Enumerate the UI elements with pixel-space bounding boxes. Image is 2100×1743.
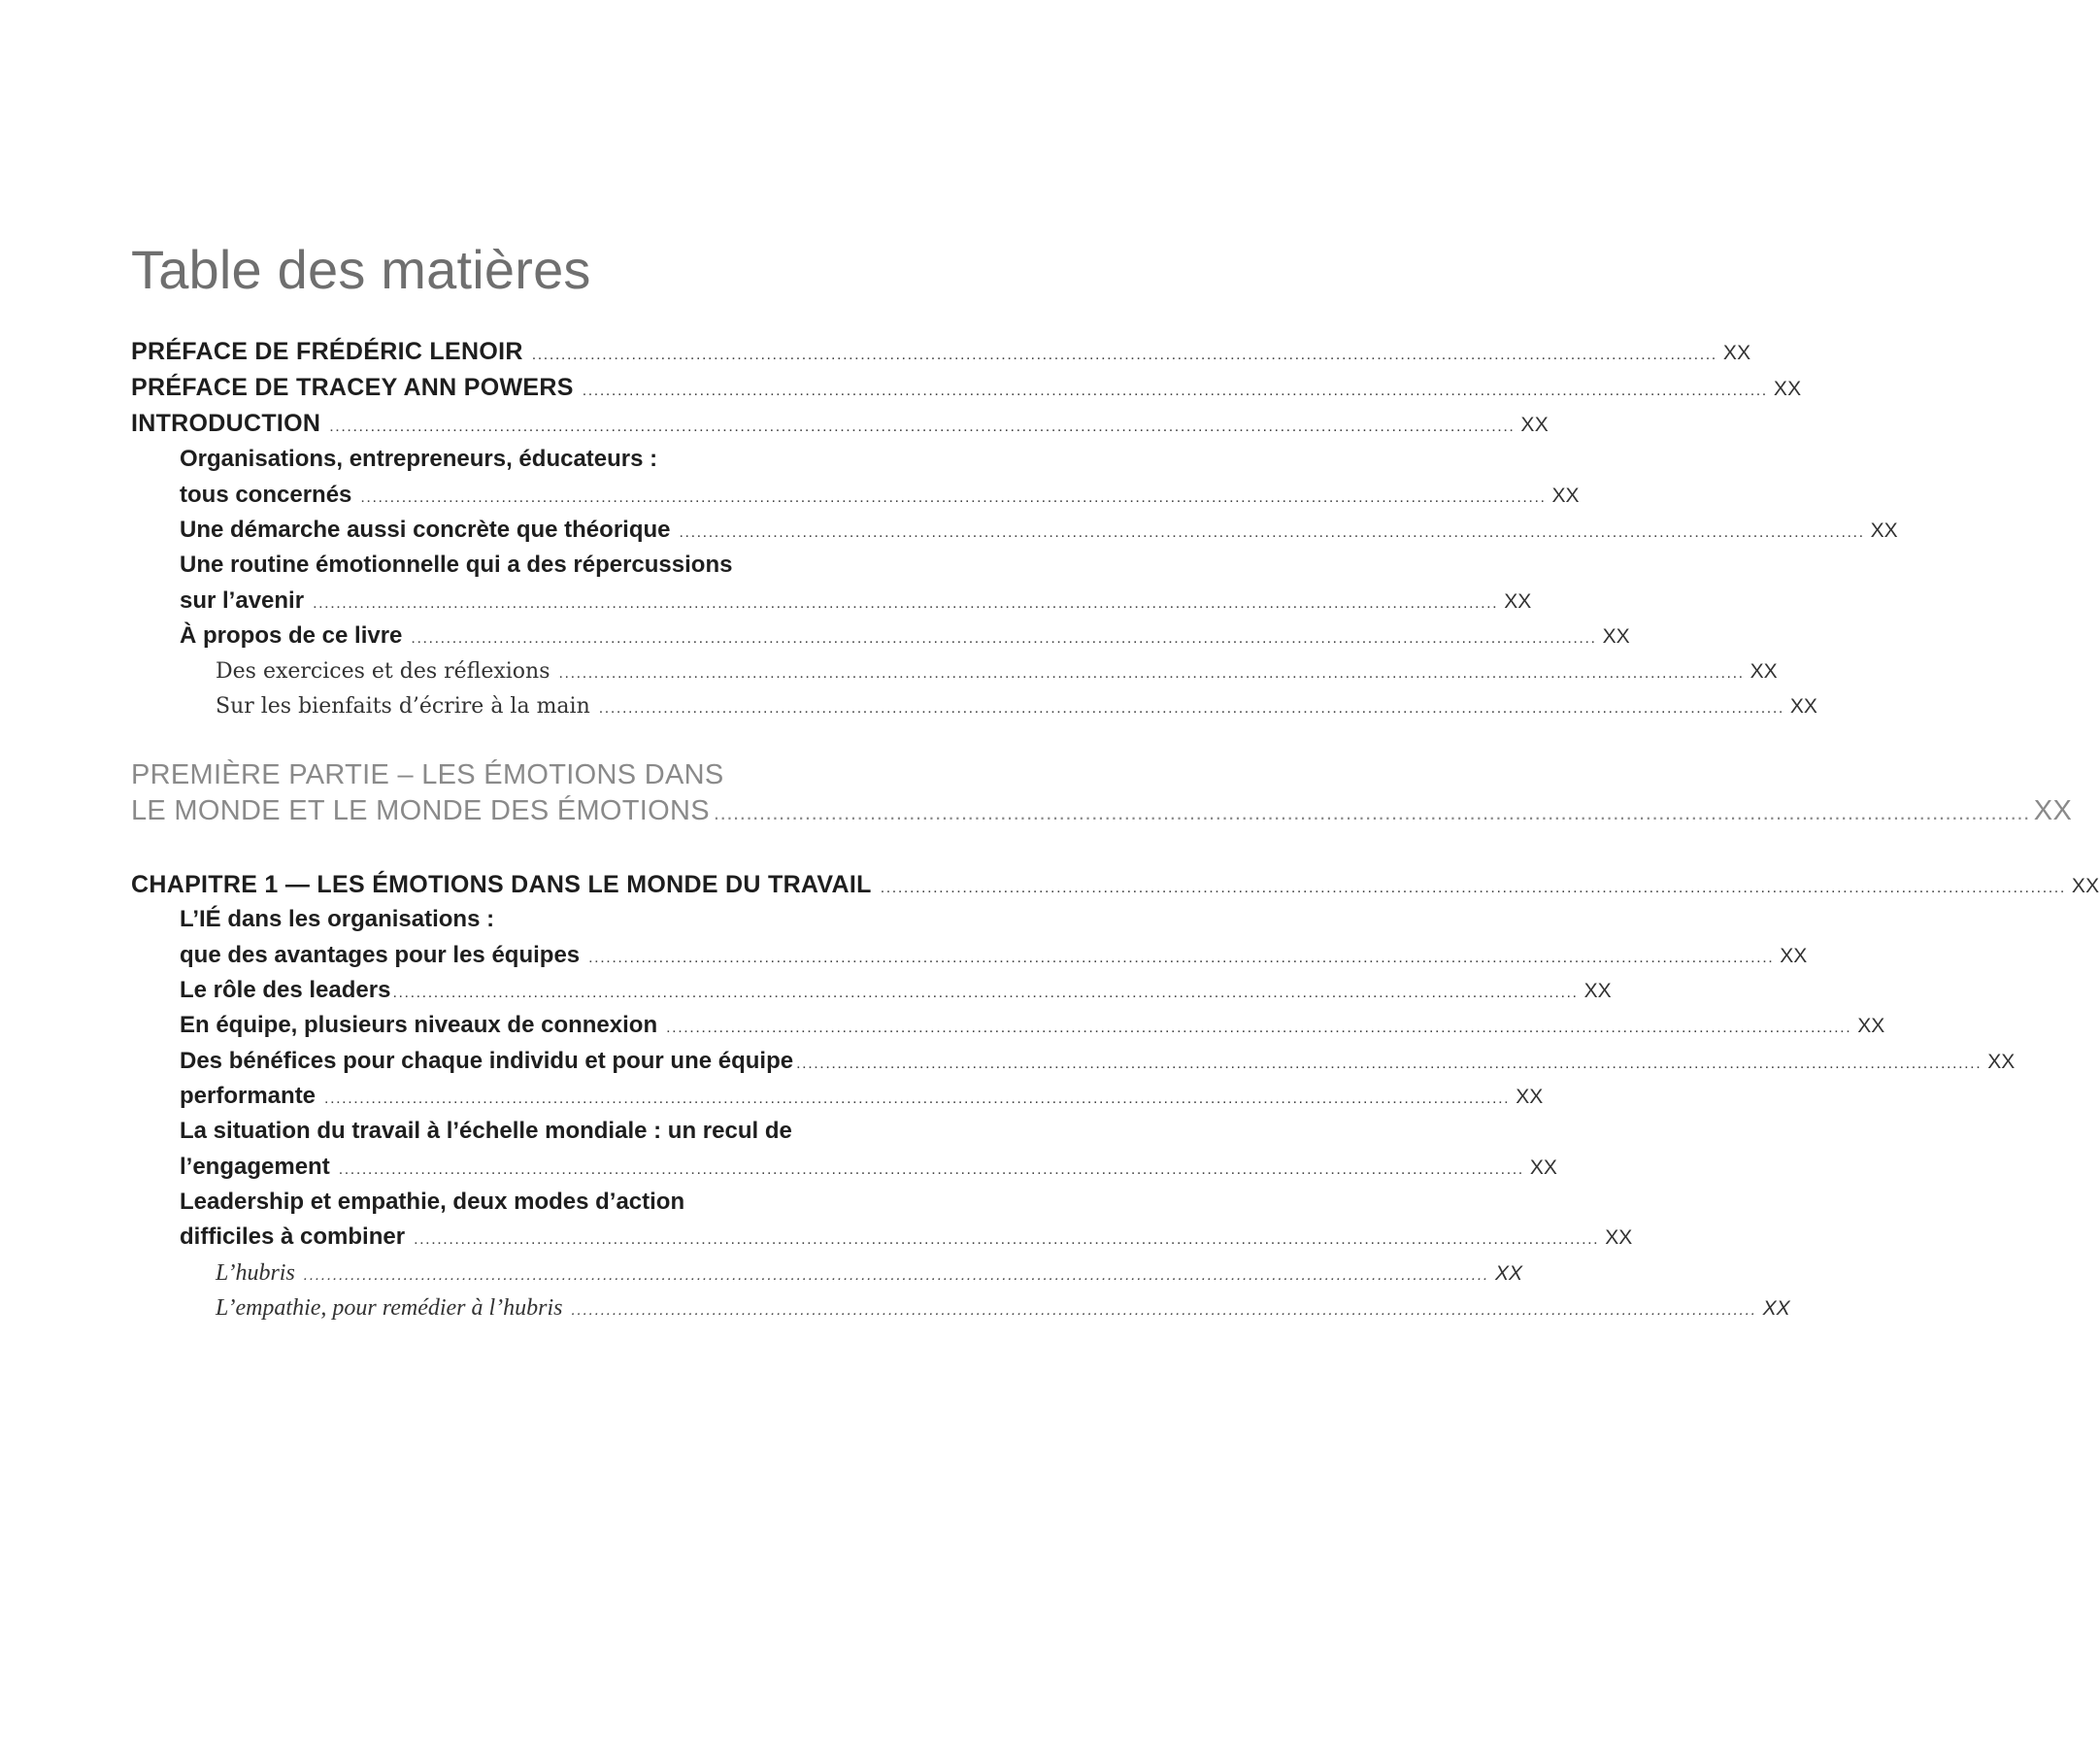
toc-entry-label: L’empathie, pour remédier à l’hubris — [216, 1295, 563, 1321]
dot-leader: .......................................................................................................................................................................................................... — [303, 1267, 1489, 1284]
toc-page-number: XX — [1780, 945, 1808, 967]
toc-entry-line1[interactable]: La situation du travail à l’échelle mondiale : un recul de — [180, 1118, 792, 1144]
toc-entry-exercices[interactable] — [216, 656, 1778, 687]
toc-page-number: XX — [1857, 1015, 1885, 1037]
toc-page-number: XX — [1520, 414, 1550, 436]
toc-entry-label: Sur les bienfaits d’écrire à la main — [216, 694, 590, 719]
toc-entry-label: Le rôle des leaders — [180, 977, 391, 1003]
toc-entry-label: CHAPITRE 1 — LES ÉMOTIONS DANS LE MONDE DU TRAVAIL — [131, 871, 872, 898]
toc-entry-a-propos[interactable] — [180, 620, 1630, 652]
dot-leader: .......................................................................................................................................................................................................... — [338, 1161, 1524, 1178]
toc-entry-label: sur l’avenir — [180, 587, 305, 614]
toc-entry-preface-powers[interactable] — [131, 372, 1802, 403]
toc-page-number: XX — [1773, 378, 1802, 400]
dot-leader: .......................................................................................................................................................................................................... — [360, 489, 1547, 506]
toc-page-number: XX — [1516, 1086, 1544, 1108]
toc-entry-line1[interactable]: Leadership et empathie, deux modes d’action — [180, 1189, 685, 1215]
toc-entry-label: L’hubris — [216, 1260, 295, 1286]
toc-part-line1[interactable]: PREMIÈRE PARTIE – LES ÉMOTIONS DANS — [131, 759, 724, 790]
toc-entry-hubris[interactable] — [216, 1257, 1522, 1289]
dot-leader: .......................................................................................................................................................................................................... — [324, 1090, 1511, 1107]
toc-entry-label: performante — [180, 1083, 317, 1109]
dot-leader: .......................................................................................................................................................................................................... — [713, 800, 2030, 824]
toc-part-premiere[interactable] — [131, 795, 2073, 826]
toc-entry-organisations[interactable] — [180, 480, 1580, 511]
dot-leader: .......................................................................................................................................................................................................... — [588, 950, 1775, 966]
toc-entry-label: À propos de ce livre — [180, 622, 403, 649]
dot-leader: .......................................................................................................................................................................................................... — [313, 595, 1499, 612]
toc-entry-label: difficiles à combiner — [180, 1223, 406, 1250]
toc-page-number: XX — [2071, 875, 2100, 897]
toc-entry-introduction[interactable] — [131, 408, 1550, 439]
toc-entry-label: PRÉFACE DE FRÉDÉRIC LENOIR — [131, 338, 523, 365]
toc-page-number: XX — [1722, 342, 1751, 364]
toc-entry-label: Des exercices et des réflexions — [216, 659, 550, 684]
toc-entry-benefices[interactable] — [180, 1046, 2016, 1077]
dot-leader: .......................................................................................................................................................................................................... — [392, 985, 1579, 1001]
toc-page-number: XX — [1789, 695, 1817, 718]
toc-page-number: XX — [1987, 1051, 2016, 1073]
toc-page-number: XX — [1583, 980, 1612, 1002]
toc-entry-label: LE MONDE ET LE MONDE DES ÉMOTIONS — [131, 795, 710, 826]
toc-entry-label: l’engagement — [180, 1154, 330, 1180]
toc-entry-empathie-hubris[interactable] — [216, 1292, 1790, 1324]
toc-page-number: XX — [1504, 590, 1532, 613]
toc-entry-label: Des bénéfices pour chaque individu et pour une équipe — [180, 1048, 794, 1074]
dot-leader: .......................................................................................................................................................................................................... — [582, 383, 1768, 399]
toc-entry-chapitre-1[interactable] — [131, 869, 2100, 900]
toc-entry-label: En équipe, plusieurs niveaux de connexion — [180, 1012, 658, 1038]
dot-leader: .......................................................................................................................................................................................................... — [558, 665, 1745, 682]
toc-page-number: XX — [1762, 1297, 1790, 1320]
toc-page-number: XX — [1529, 1156, 1557, 1179]
toc-entry-line1[interactable]: Organisations, entrepreneurs, éducateurs : — [180, 446, 658, 472]
toc-page-number: XX — [2033, 795, 2073, 826]
toc-entry-line1[interactable]: Une routine émotionnelle qui a des répercussions — [180, 552, 733, 578]
toc-page-number: XX — [1602, 625, 1630, 648]
dot-leader: .......................................................................................................................................................................................................... — [796, 1056, 1983, 1072]
toc-entry-label: PRÉFACE DE TRACEY ANN POWERS — [131, 374, 574, 401]
toc-entry-leadership-empathie[interactable] — [180, 1222, 1633, 1253]
dot-leader: .......................................................................................................................................................................................................... — [666, 1020, 1852, 1036]
toc-entry-demarche[interactable] — [180, 515, 1898, 546]
dot-leader: .......................................................................................................................................................................................................... — [411, 630, 1597, 647]
toc-entry-label: que des avantages pour les équipes — [180, 942, 581, 968]
dot-leader: .......................................................................................................................................................................................................... — [329, 419, 1516, 435]
toc-entry-label: INTRODUCTION — [131, 410, 321, 437]
toc-entry-line1[interactable]: L’IÉ dans les organisations : — [180, 906, 495, 932]
toc-page-number: XX — [1551, 485, 1580, 507]
toc-entry-role-leaders[interactable] — [180, 975, 1612, 1006]
toc-page-number: XX — [1605, 1226, 1633, 1249]
toc-page-number: XX — [1750, 660, 1778, 683]
toc-entry-ie-organisations[interactable] — [180, 940, 1808, 971]
dot-leader: .......................................................................................................................................................................................................... — [679, 524, 1865, 541]
dot-leader: .......................................................................................................................................................................................................... — [880, 880, 2066, 896]
dot-leader: .......................................................................................................................................................................................................... — [531, 347, 1717, 363]
page-title: Table des matières — [131, 239, 591, 300]
toc-entry-en-equipe[interactable] — [180, 1010, 1885, 1041]
toc-entry-routine[interactable] — [180, 586, 1532, 617]
toc-entry-label: Une démarche aussi concrète que théorique — [180, 517, 671, 543]
dot-leader: .......................................................................................................................................................................................................... — [414, 1231, 1600, 1248]
dot-leader: .......................................................................................................................................................................................................... — [571, 1302, 1757, 1319]
toc-entry-engagement[interactable] — [180, 1152, 1557, 1183]
toc-page-number: XX — [1494, 1262, 1522, 1285]
toc-entry-performante[interactable] — [180, 1081, 1544, 1112]
toc-entry-bienfaits[interactable] — [216, 691, 1817, 722]
dot-leader: .......................................................................................................................................................................................................... — [598, 700, 1784, 717]
toc-entry-preface-lenoir[interactable] — [131, 336, 1751, 367]
toc-entry-label: tous concernés — [180, 482, 352, 508]
toc-page-number: XX — [1870, 520, 1898, 542]
